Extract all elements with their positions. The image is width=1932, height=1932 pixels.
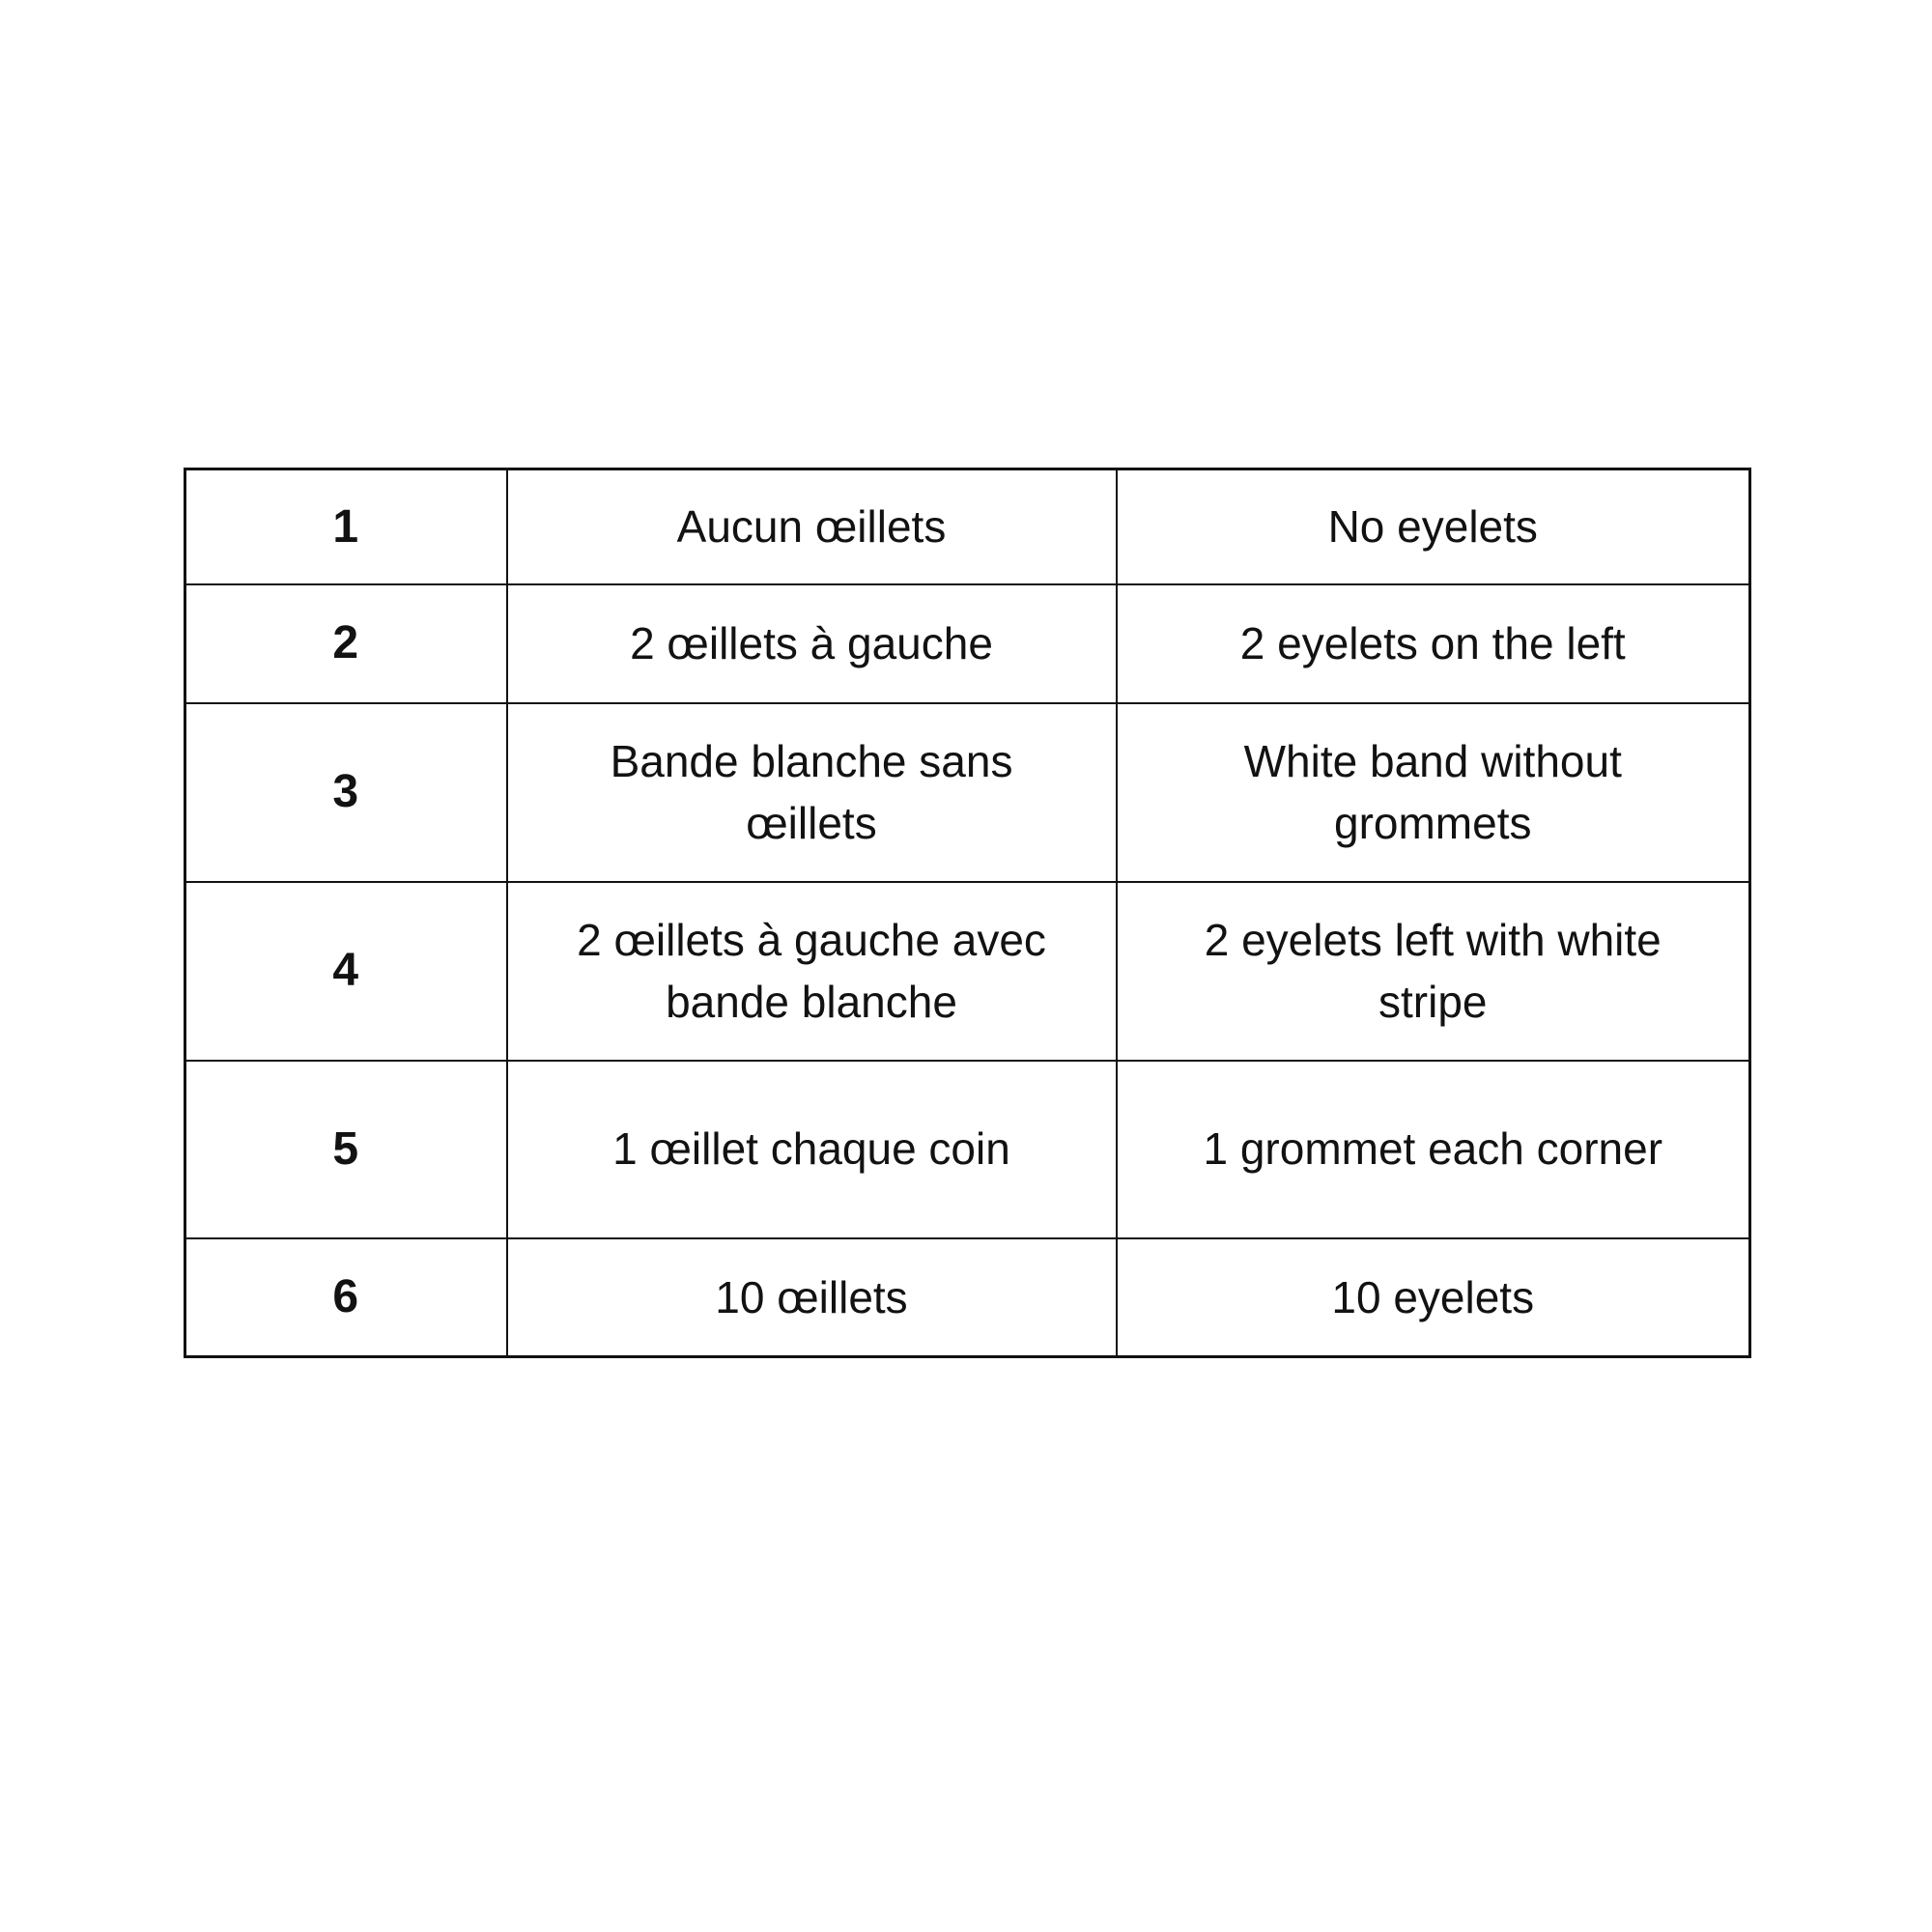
table-row	[185, 703, 1750, 882]
french-text-cell: 1 œillet chaque coin	[507, 1061, 1117, 1238]
english-text-cell: 10 eyelets	[1117, 1238, 1750, 1357]
row-number-cell: 3	[185, 703, 507, 882]
french-text-cell: Aucun œillets	[507, 469, 1117, 584]
eyelet-options-table	[184, 468, 1751, 1358]
english-text-cell: 2 eyelets on the left	[1117, 584, 1750, 703]
row-number-cell: 5	[185, 1061, 507, 1238]
row-number-cell: 2	[185, 584, 507, 703]
table-row	[185, 469, 1750, 584]
french-text-cell: 2 œillets à gauche avec bande blanche	[507, 882, 1117, 1061]
english-text-cell: 1 grommet each corner	[1117, 1061, 1750, 1238]
french-text-cell: Bande blanche sans œillets	[507, 703, 1117, 882]
english-text-cell: 2 eyelets left with white stripe	[1117, 882, 1750, 1061]
french-text-cell: 2 œillets à gauche	[507, 584, 1117, 703]
french-text-cell: 10 œillets	[507, 1238, 1117, 1357]
english-text-cell: White band without grommets	[1117, 703, 1750, 882]
english-text-cell: No eyelets	[1117, 469, 1750, 584]
row-number-cell: 6	[185, 1238, 507, 1357]
table-row	[185, 882, 1750, 1061]
table-row	[185, 1061, 1750, 1238]
table-row	[185, 1238, 1750, 1357]
row-number-cell: 1	[185, 469, 507, 584]
table-row	[185, 584, 1750, 703]
row-number-cell: 4	[185, 882, 507, 1061]
